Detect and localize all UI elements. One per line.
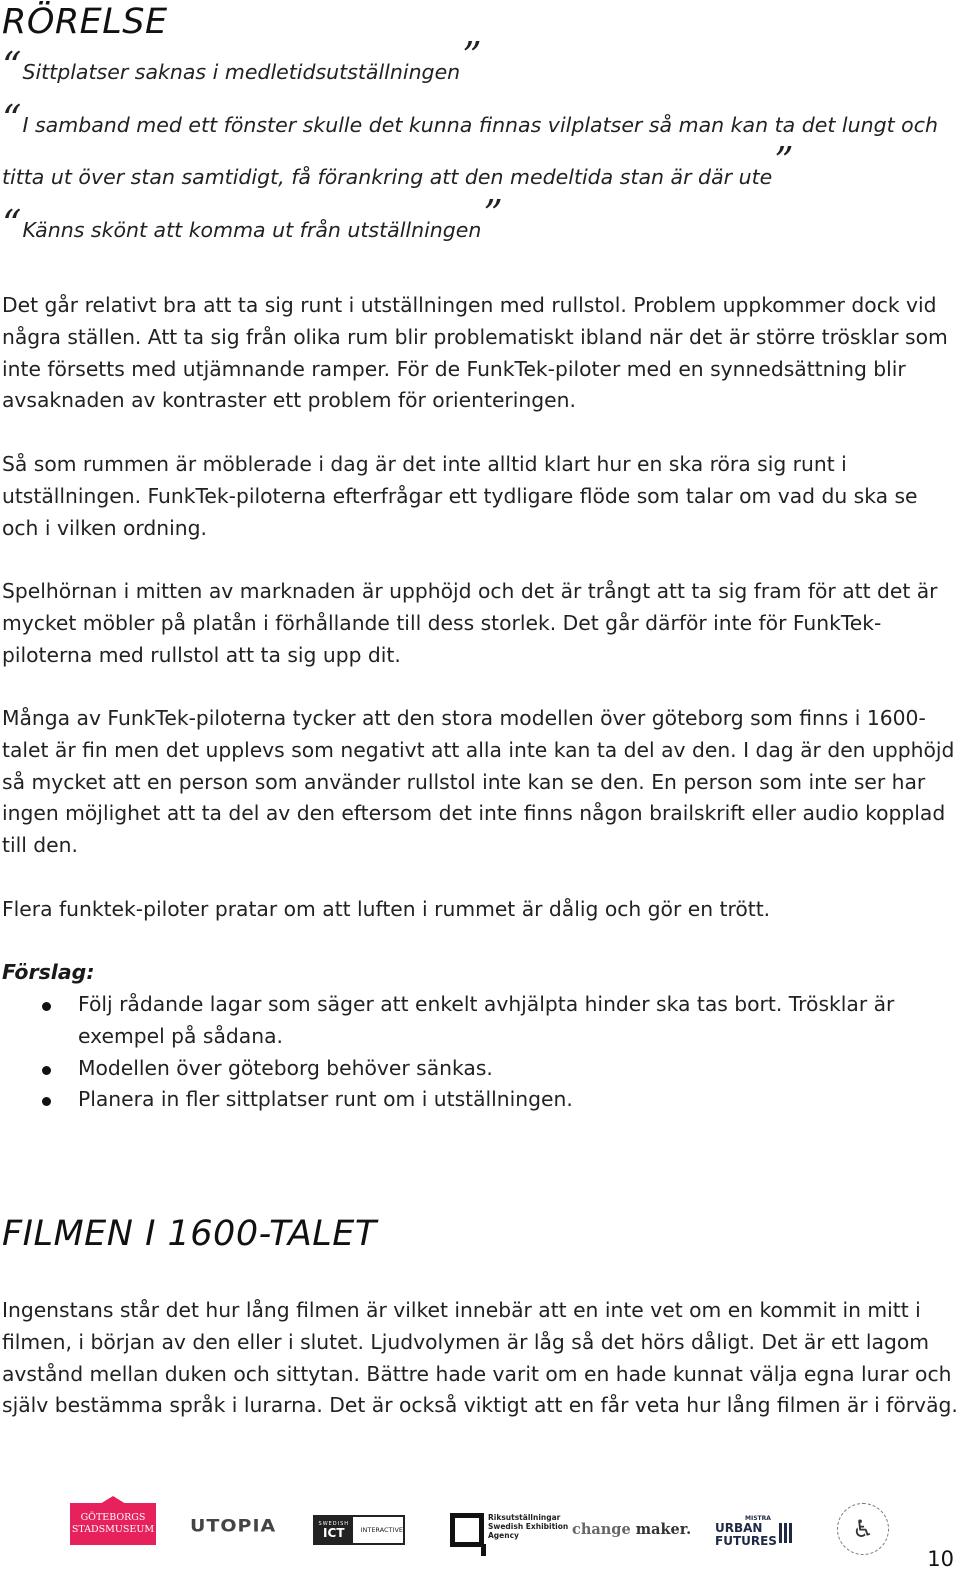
logo-text: URBAN (715, 1521, 763, 1535)
goteborgs-stadsmuseum-logo (70, 1503, 156, 1545)
section-title-filmen: FILMEN I 1600-TALET (2, 1214, 377, 1254)
open-quote-mark: “ (2, 44, 22, 88)
logo-text: change (572, 1521, 631, 1538)
proposal-label: Förslag: (2, 960, 95, 984)
logo-text: Swedish Exhibition (488, 1522, 569, 1531)
logo-text: STADSMUSEUM (71, 1524, 155, 1535)
logo-text: maker. (635, 1521, 692, 1538)
bullet-icon (42, 1066, 51, 1075)
page-number: 10 (927, 1547, 954, 1571)
proposal-text: Planera in fler sittplatser runt om i utställningen. (78, 1087, 573, 1112)
bullet-icon (42, 1002, 51, 1011)
change-maker-logo (572, 1521, 691, 1538)
logo-text: MISTRA (745, 1515, 771, 1522)
logo-text: FUTURES (715, 1534, 777, 1548)
riksutstallningar-logo (450, 1513, 568, 1547)
quote-text: I samband med ett fönster skulle det kunna finnas vilplatser så man kan ta det lungt och titta ut över stan samtidigt, få förankring att den medeltida stan är där ute (2, 113, 938, 189)
open-quote-mark: “ (2, 202, 22, 246)
list-item (2, 1053, 958, 1085)
logo-text: ICT (323, 1525, 345, 1540)
ict-block (315, 1517, 353, 1543)
logo-text: Agency (488, 1531, 519, 1540)
section-title-rorelse: RÖRELSE (2, 2, 168, 42)
mistra-urban-futures-logo (715, 1515, 777, 1548)
quote-text: Sittplatser saknas i medletidsutställningen (22, 60, 461, 84)
logo-text: Riksutställningar (488, 1513, 561, 1522)
paragraph-air-quality: Flera funktek-piloter pratar om att luften i rummet är dålig och gör en trött. (2, 897, 771, 921)
paragraph-film: Ingenstans står det hur lång filmen är vilket innebär att en inte vet om en kommit in mitt i filmen, i början av den eller i slutet. Ljudvolymen är låg så det hörs dåligt. Det är ett lagom avstånd mellan duken och sittytan. Bättre hade varit om en hade kunnat välja egna lurar och själv bestämma språk i lurarna. Det är också viktigt att en får veta hur lång filmen är i förväg. (2, 1298, 958, 1418)
quote-3 (2, 192, 952, 256)
logo-text-block (484, 1513, 568, 1547)
paragraph-game-corner: Spelhörnan i mitten av marknaden är upphöjd och det är trångt att ta sig fram för att det är mycket möbler på platån i förhållande till dess storlek. Det går därför inte för FunkTek-piloterna med rullstol att ta sig upp dit. (2, 579, 938, 667)
list-item (2, 1084, 958, 1116)
bullet-icon (42, 1097, 51, 1106)
grid-icon (779, 1523, 793, 1543)
quote-2 (2, 99, 952, 203)
paragraph-furniture-flow: Så som rummen är möblerade i dag är det inte alltid klart hur en ska röra sig runt i utställningen. FunkTek-piloterna efterfrågar ett tydligare flöde som talar om vad du ska se och i vilken ordning. (2, 452, 918, 540)
close-quote-mark: ” (462, 34, 482, 78)
riks-square-icon (450, 1513, 484, 1547)
accessibility-icon: ♿ (852, 1515, 874, 1543)
close-quote-mark: ” (774, 139, 794, 183)
logo-text: GÖTEBORGS (80, 1512, 146, 1523)
open-quote-mark: “ (2, 97, 22, 141)
proposal-list (2, 989, 958, 1116)
list-item (2, 989, 958, 1053)
swedish-ict-logo (313, 1515, 405, 1545)
quote-text: Känns skönt att komma ut från utställningen (22, 218, 482, 242)
partner-logos (60, 1495, 900, 1567)
logo-text: SWEDISH (318, 1520, 350, 1527)
logo-text: INTERACTIVE (360, 1526, 403, 1534)
utopia-logo: UTOPIA (190, 1516, 277, 1536)
close-quote-mark: ” (483, 192, 503, 236)
paragraph-city-model: Många av FunkTek-piloterna tycker att den stora modellen över göteborg som finns i 1600-talet är fin men det upplevs som negativt att alla inte kan ta del av den. I dag är den upphöjd så mycket att en person som använder rullstol inte kan se den. En person som inte ser har ingen möjlighet att ta del av den eftersom det inte finns någon brailskrift eller audio kopplad till den. (2, 706, 955, 858)
quote-1 (2, 34, 952, 98)
proposal-text: Följ rådande lagar som säger att enkelt avhjälpta hinder ska tas bort. Trösklar är exempel på sådana. (78, 992, 895, 1048)
paragraph-wheelchair: Det går relativt bra att ta sig runt i utställningen med rullstol. Problem uppkommer dock vid några ställen. Att ta sig från olika rum blir problematiskt ibland när det är större trösklar som inte försetts med utjämnande ramper. För de FunkTek-piloter med en synnedsättning blir avsaknaden av kontraster ett problem för orienteringen. (2, 293, 948, 413)
accessibility-seal-logo (837, 1503, 889, 1555)
proposal-text: Modellen över göteborg behöver sänkas. (78, 1055, 493, 1080)
